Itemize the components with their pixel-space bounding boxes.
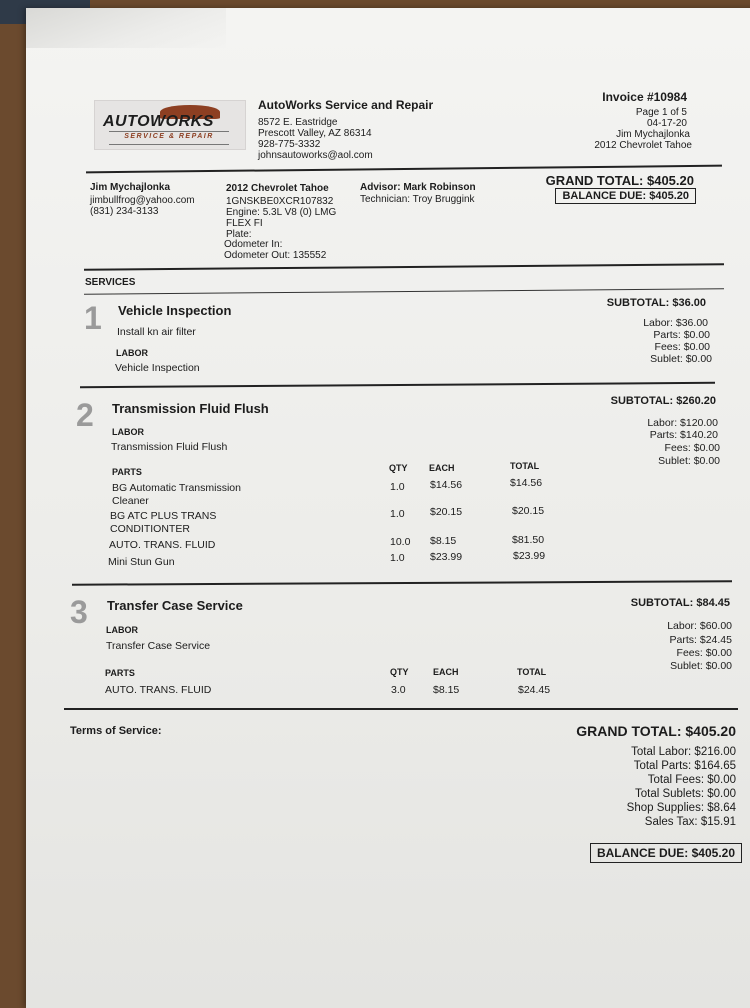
company-email: johnsautoworks@aol.com xyxy=(258,150,373,161)
table-cell-qty: 1.0 xyxy=(390,481,405,493)
service-2-total-header: TOTAL xyxy=(510,461,540,471)
service-1-title: Vehicle Inspection xyxy=(118,303,232,318)
vehicle-odometer-in: Odometer In: xyxy=(224,239,283,250)
table-cell-qty: 3.0 xyxy=(391,684,406,696)
table-row: Cleaner xyxy=(112,495,149,507)
advisor-name: Advisor: Mark Robinson xyxy=(360,182,476,193)
service-1-note: Install kn air filter xyxy=(117,326,196,338)
invoice-number: Invoice #10984 xyxy=(602,90,687,104)
service-1-sublet: Sublet: $0.00 xyxy=(650,353,712,365)
service-2-parts: Parts: $140.20 xyxy=(649,429,718,441)
table-cell-each: $20.15 xyxy=(430,506,463,518)
shop-supplies: Shop Supplies: $8.64 xyxy=(626,802,736,814)
invoice-customer: Jim Mychajlonka xyxy=(616,129,690,140)
service-3-title: Transfer Case Service xyxy=(107,598,243,613)
service-3-total-header: TOTAL xyxy=(517,667,547,677)
table-cell-each: $23.99 xyxy=(430,551,463,563)
service-2-labor-desc: Transmission Fluid Flush xyxy=(111,441,228,453)
total-fees: Total Fees: $0.00 xyxy=(647,774,736,786)
company-address2: Prescott Valley, AZ 86314 xyxy=(258,128,372,139)
service-3-qty-header: QTY xyxy=(390,667,409,677)
service-2-each-header: EACH xyxy=(429,463,455,473)
service-3-each-header: EACH xyxy=(433,667,459,677)
table-row: Mini Stun Gun xyxy=(108,556,175,568)
service-1-labor-desc: Vehicle Inspection xyxy=(115,362,200,374)
vehicle-engine2: FLEX FI xyxy=(226,218,263,229)
technician-name: Technician: Troy Bruggink xyxy=(360,194,475,205)
logo-subtext: SERVICE & REPAIR xyxy=(124,133,214,140)
service-3-labor-desc: Transfer Case Service xyxy=(106,640,211,652)
service-1-labor: Labor: $36.00 xyxy=(643,317,708,329)
sales-tax: Sales Tax: $15.91 xyxy=(644,816,736,828)
paper-fold xyxy=(26,8,226,48)
table-cell-total: $24.45 xyxy=(518,684,551,696)
total-sublets: Total Sublets: $0.00 xyxy=(634,788,736,800)
header-balance-due: BALANCE DUE: $405.20 xyxy=(555,188,696,204)
company-phone: 928-775-3332 xyxy=(258,139,321,150)
company-address1: 8572 E. Eastridge xyxy=(258,117,338,128)
service-3-parts: Parts: $24.45 xyxy=(669,634,732,646)
company-name: AutoWorks Service and Repair xyxy=(258,98,434,112)
services-label: SERVICES xyxy=(85,277,136,288)
vehicle-plate: Plate: xyxy=(226,229,252,240)
service-2-title: Transmission Fluid Flush xyxy=(112,401,269,416)
service-3-subtotal: SUBTOTAL: $84.45 xyxy=(630,597,730,609)
table-cell-each: $8.15 xyxy=(433,684,460,696)
company-logo xyxy=(94,100,246,150)
table-cell-each: $14.56 xyxy=(430,479,463,491)
footer-balance-due: BALANCE DUE: $405.20 xyxy=(590,843,742,863)
service-3-number: 3 xyxy=(70,594,88,630)
table-cell-total: $81.50 xyxy=(512,534,545,546)
service-1-number: 1 xyxy=(84,300,102,336)
vehicle-vin: 1GNSKBE0XCR107832 xyxy=(226,196,334,207)
vehicle-odometer-out: Odometer Out: 135552 xyxy=(224,250,327,261)
table-row: AUTO. TRANS. FLUID xyxy=(105,684,212,696)
table-row: BG Automatic Transmission xyxy=(112,482,241,494)
vehicle-engine: Engine: 5.3L V8 (0) LMG xyxy=(226,207,337,218)
service-2-number: 2 xyxy=(76,397,94,433)
service-3-sublet: Sublet: $0.00 xyxy=(670,660,732,672)
service-3-parts-header: PARTS xyxy=(105,668,135,678)
service-1-parts: Parts: $0.00 xyxy=(653,329,710,341)
service-2-fees: Fees: $0.00 xyxy=(664,442,720,454)
service-1-labor-label: LABOR xyxy=(116,348,148,358)
table-cell-qty: 1.0 xyxy=(390,552,405,564)
service-3-fees: Fees: $0.00 xyxy=(676,647,732,659)
service-1-subtotal: SUBTOTAL: $36.00 xyxy=(606,297,706,309)
table-cell-qty: 1.0 xyxy=(390,508,405,520)
total-parts: Total Parts: $164.65 xyxy=(633,760,736,772)
footer-grand-total: GRAND TOTAL: $405.20 xyxy=(576,723,736,739)
table-cell-total: $23.99 xyxy=(513,550,546,562)
table-cell-each: $8.15 xyxy=(430,535,457,547)
invoice-date: 04-17-20 xyxy=(646,118,687,129)
terms-of-service: Terms of Service: xyxy=(70,725,162,737)
vehicle-title: 2012 Chevrolet Tahoe xyxy=(226,183,329,194)
service-2-qty-header: QTY xyxy=(389,463,408,473)
service-2-parts-header: PARTS xyxy=(112,467,142,477)
table-cell-total: $14.56 xyxy=(510,477,543,489)
header-grand-total: GRAND TOTAL: $405.20 xyxy=(545,173,694,188)
customer-email: jimbullfrog@yahoo.com xyxy=(90,195,195,206)
invoice-page: Page 1 of 5 xyxy=(635,107,687,118)
table-row: CONDITIONTER xyxy=(110,523,190,535)
logo-text: AUTOWORKS xyxy=(103,113,214,130)
customer-phone: (831) 234-3133 xyxy=(90,206,159,217)
logo-bar xyxy=(109,131,229,145)
service-2-sublet: Sublet: $0.00 xyxy=(658,455,720,467)
invoice-vehicle: 2012 Chevrolet Tahoe xyxy=(594,140,692,151)
table-row: AUTO. TRANS. FLUID xyxy=(109,539,216,551)
service-2-labor: Labor: $120.00 xyxy=(647,417,718,429)
service-1-fees: Fees: $0.00 xyxy=(654,341,710,353)
service-3-labor-label: LABOR xyxy=(106,625,138,635)
service-2-labor-label: LABOR xyxy=(112,427,144,437)
service-2-subtotal: SUBTOTAL: $260.20 xyxy=(610,395,716,407)
customer-name: Jim Mychajlonka xyxy=(90,182,171,193)
table-cell-total: $20.15 xyxy=(512,505,545,517)
service-3-labor: Labor: $60.00 xyxy=(667,620,732,632)
table-row: BG ATC PLUS TRANS xyxy=(110,510,217,522)
table-cell-qty: 10.0 xyxy=(390,536,411,548)
services-end-divider xyxy=(64,708,738,710)
total-labor: Total Labor: $216.00 xyxy=(631,746,736,758)
